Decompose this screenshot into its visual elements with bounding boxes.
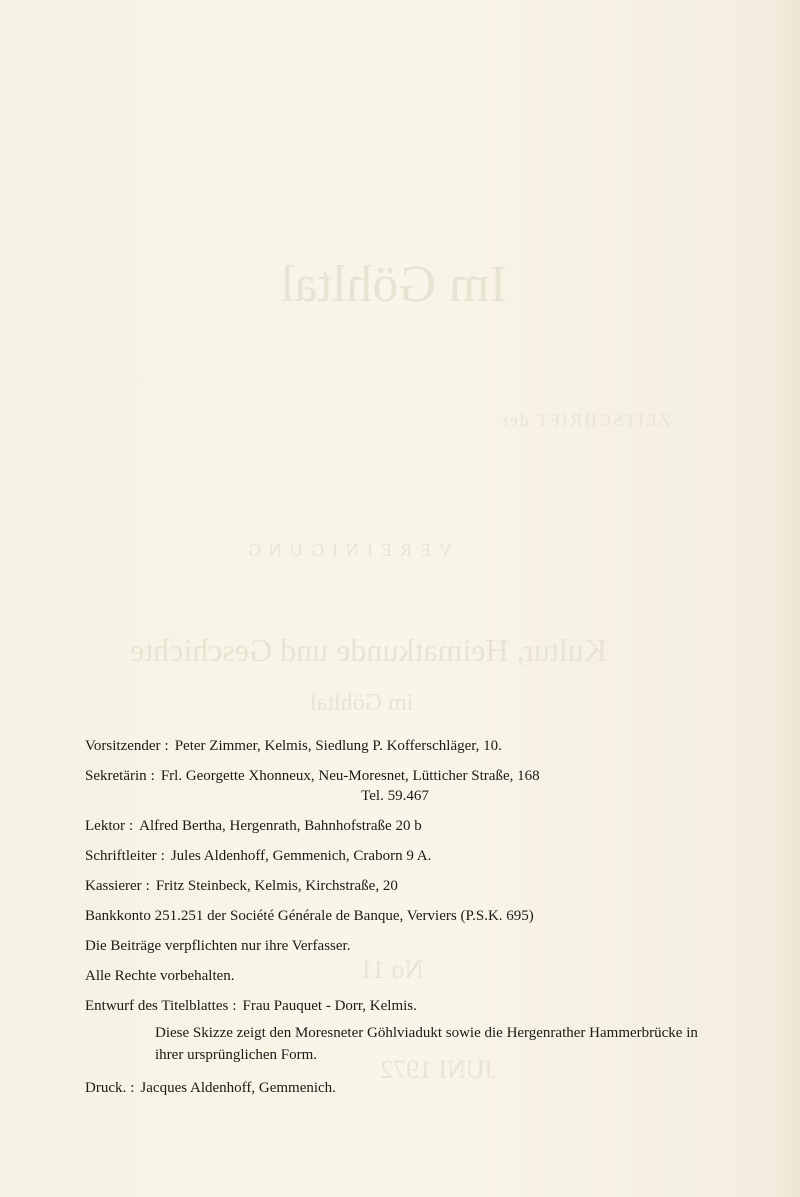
secretary-label: Sekretärin xyxy=(85,768,147,784)
treasurer-label: Kassierer xyxy=(85,878,142,894)
reader-value: Alfred Bertha, Hergenrath, Bahnhofstraße 20 b xyxy=(139,818,422,834)
show-through-ghost: ZEITSCHRIFT der xyxy=(500,410,671,430)
treasurer-line xyxy=(85,876,705,896)
show-through-ghost: Im Göhltal xyxy=(280,256,507,313)
reader-label: Lektor xyxy=(85,818,125,834)
separator: : xyxy=(145,878,150,894)
chairman-line xyxy=(85,736,705,756)
show-through-ghost: VEREINIGUNG xyxy=(240,540,452,560)
reader-line xyxy=(85,816,705,836)
show-through-ghost: im Göhltal xyxy=(310,690,414,716)
separator: : xyxy=(128,818,134,834)
separator: : xyxy=(160,848,165,864)
sketch-note: Diese Skizze zeigt den Moresneter Göhlviadukt sowie die Hergenrather Hammerbrücke in ihrer ursprünglichen Form. xyxy=(155,1025,698,1063)
show-through-ghost: JUNI 1972 xyxy=(380,1055,495,1084)
print-value: Jacques Aldenhoff, Gemmenich. xyxy=(140,1080,336,1096)
separator: : xyxy=(232,998,237,1014)
print-label: Druck. xyxy=(85,1080,127,1096)
show-through-ghost: Kultur, Heimatkunde und Geschichte xyxy=(130,632,607,668)
show-through-ghost: No 11 xyxy=(360,955,424,984)
separator: : xyxy=(150,768,155,784)
chairman-label: Vorsitzender xyxy=(85,738,161,754)
cover-design-line xyxy=(85,996,705,1016)
editor-label: Schriftleiter xyxy=(85,848,157,864)
cover-design-value: Frau Pauquet - Dorr, Kelmis. xyxy=(242,998,417,1014)
editor-line xyxy=(85,846,705,866)
treasurer-value: Fritz Steinbeck, Kelmis, Kirchstraße, 20 xyxy=(155,878,398,894)
secretary-value: Frl. Georgette Xhonneux, Neu-Moresnet, Lütticher Straße, 168 xyxy=(160,768,540,784)
separator: : xyxy=(164,738,169,754)
secretary-line xyxy=(85,766,705,786)
cover-design-label: Entwurf des Titelblattes xyxy=(85,998,229,1014)
rights-note: Alle Rechte vorbehalten. xyxy=(85,968,235,984)
imprint-block xyxy=(85,736,705,1108)
bank-account-line: Bankkonto 251.251 der Société Générale de Banque, Verviers (P.S.K. 695) xyxy=(85,908,534,924)
secretary-phone: Tel. 59.467 xyxy=(361,788,429,804)
contributions-note: Die Beiträge verpflichten nur ihre Verfasser. xyxy=(85,938,351,954)
chairman-value: Peter Zimmer, Kelmis, Siedlung P. Kofferschläger, 10. xyxy=(174,738,502,754)
editor-value: Jules Aldenhoff, Gemmenich, Craborn 9 A. xyxy=(170,848,432,864)
separator: : xyxy=(130,1080,135,1096)
print-line xyxy=(85,1078,705,1098)
